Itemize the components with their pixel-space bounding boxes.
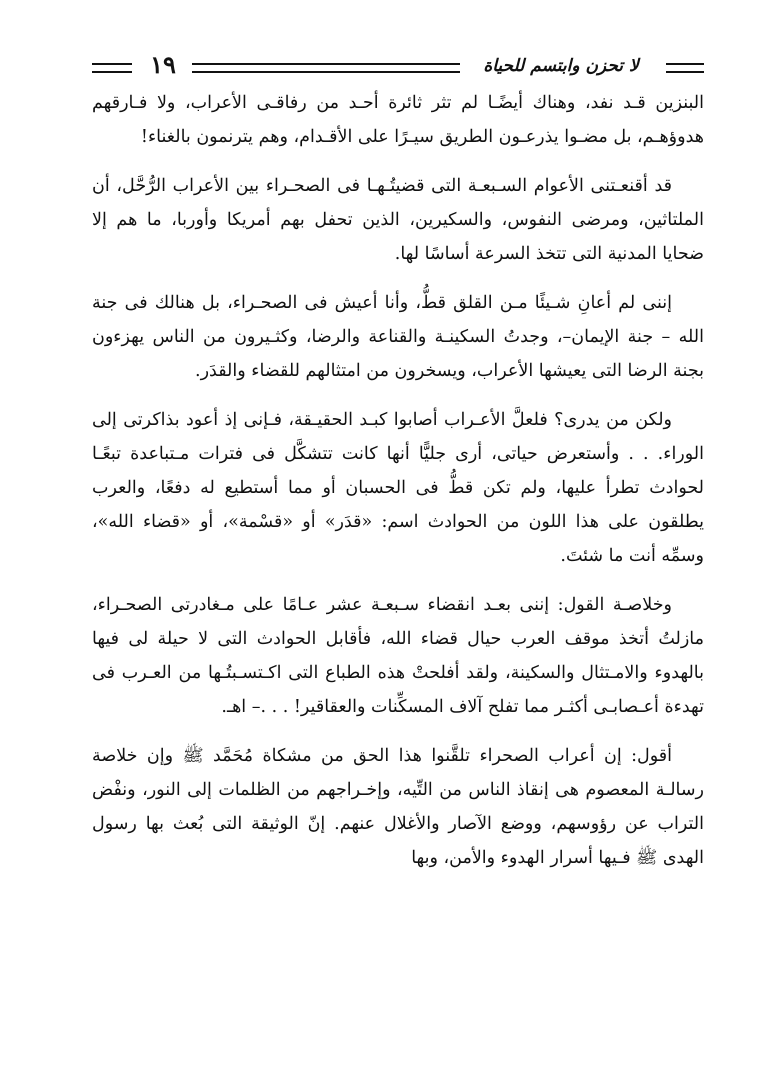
body-text (92, 86, 704, 890)
paragraph: أقول: إن أعراب الصحراء تلقَّنوا هذا الحق من مشكاة مُحَمَّد ﷺ وإن خلاصة رسالـة المعصوم هى إنقاذ الناس من التِّيه، وإخـراجهم من الظلمات إلى النور، ونفْض التراب عن رؤوسهم، ووضع الآصار والأغلال عنهم. إنّ الوثيقة التى بُعث بها رسول الهدى ﷺ فـيها أسرار الهدوء والأمن، وبها (92, 746, 704, 868)
paragraph: ولكن من يدرى؟ فلعلَّ الأعـراب أصابوا كبـد الحقيـقة، فـإنى إذ أعود بذاكرتى إلى الوراء. . . وأستعرض حياتى، أرى جليًّا أنها كانت تتشكَّل فى فترات مـتباعدة تبعًـا لحوادث تطرأ عليها، ولم تكن قطُّ فى الحسبان أو مما أستطيع له دفعًا، والعرب يطلقون على هذا اللون من الحوادث اسم: «قدَر» أو «قسْمة»، أو «قضاء الله»، وسمِّه أنت ما شئتَ. (92, 410, 704, 566)
header-rule-right (666, 63, 704, 73)
running-title: لا تحزن وابتسم للحياة (483, 56, 639, 76)
paragraph: قد أقنعـتنى الأعوام السـبعـة التى قضيتُـهـا فى الصحـراء بين الأعراب الرُّحَّل، أن الملتاثين، ومرضى النفوس، والسكيرين، الذين تحفل بهم أمريكا وأوربا، ما هم إلا ضحايا المدنية التى تتخذ السرعة أساسًا لها. (92, 176, 704, 264)
paragraph: إننى لم أعانِ شـيئًا مـن القلق قطُّ، وأنا أعيش فى الصحـراء، بل هنالك فى جنة الله – جنة الإيمان–، وجدتُ السكينـة والقناعة والرضا، وكثـيرون من الناس يهزءون بجنة الرضا التى يعيشها الأعراب، ويسخرون من امتثالهم للقضاء والقدَر. (92, 293, 704, 381)
header-rule-left (92, 63, 132, 73)
page-header (92, 50, 704, 82)
paragraph: وخلاصـة القول: إننى بعـد انقضاء سـبعـة عشر عـامًا على مـغادرتى الصحـراء، مازلتُ أتخذ موقف العرب حيال قضاء الله، فأقابل الحوادث التى لا حيلة لى فيها بالهدوء والامـتثال والسكينة، ولقد أفلحتْ هذه الطباع التى اكـتسـبتُـها من العـرب فى تهدءة أعـصابـى أكثـر مما تفلح آلاف المسكِّنات والعقاقير! . . .– اهـ. (92, 595, 704, 717)
paragraph-continuation: البنزين قـد نفد، وهناك أيضًـا لم تثر ثائرة أحـد من رفاقـى الأعراب، ولا فـارقهم هدوؤهـم، بل مضـوا يذرعـون الطريق سيـرًا على الأقـدام، وهم يترنمون بالغناء! (92, 93, 704, 147)
header-rule-middle (192, 63, 460, 73)
page-number: ١٩ (150, 50, 176, 79)
